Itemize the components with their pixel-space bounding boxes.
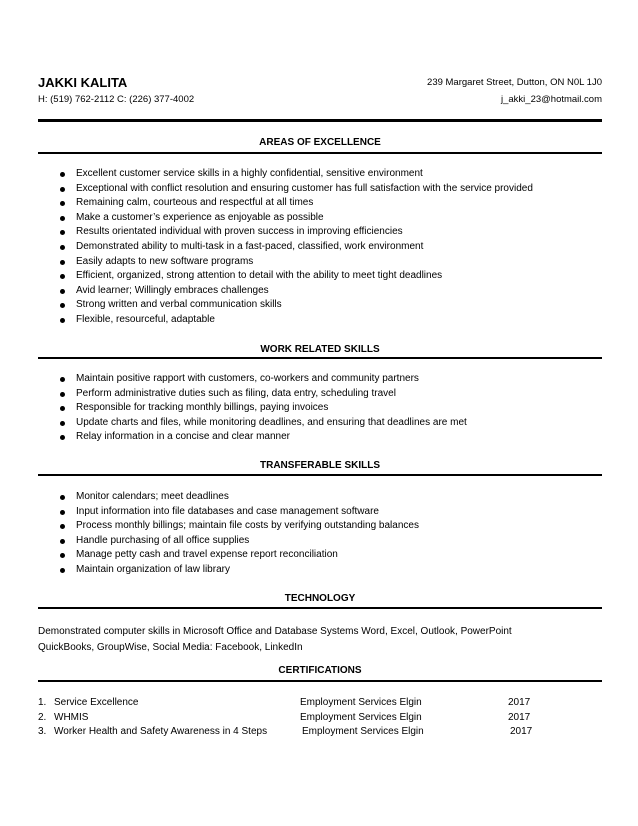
bullet-icon <box>60 230 65 235</box>
bullet-icon <box>60 568 65 573</box>
cert-number: 3. <box>38 726 47 737</box>
list-item: Strong written and verbal communication skills <box>0 298 533 313</box>
work-skills-list <box>0 372 467 445</box>
section-divider <box>38 680 602 682</box>
bullet-icon <box>60 303 65 308</box>
bullet-icon <box>60 216 65 221</box>
list-item: Easily adapts to new software programs <box>0 255 533 270</box>
section-divider <box>38 607 602 609</box>
technology-line: QuickBooks, GroupWise, Social Media: Facebook, LinkedIn <box>38 642 303 653</box>
cert-organization: Employment Services Elgin <box>300 697 422 708</box>
bullet-icon <box>60 260 65 265</box>
cert-number: 1. <box>38 697 47 708</box>
cert-year: 2017 <box>508 697 531 708</box>
bullet-icon <box>60 289 65 294</box>
bullet-icon <box>60 553 65 558</box>
section-title-technology: TECHNOLOGY <box>284 593 356 604</box>
bullet-icon <box>60 435 65 440</box>
certification-row <box>38 724 602 739</box>
cert-number: 2. <box>38 712 47 723</box>
list-item: Excellent customer service skills in a highly confidential, sensitive environment <box>0 167 533 182</box>
list-item: Maintain positive rapport with customers, co-workers and community partners <box>0 372 467 387</box>
list-item: Handle purchasing of all office supplies <box>0 534 419 549</box>
bullet-icon <box>60 421 65 426</box>
bullet-icon <box>60 172 65 177</box>
section-title-certifications: CERTIFICATIONS <box>278 665 362 676</box>
technology-line: Demonstrated computer skills in Microsoft Office and Database Systems Word, Excel, Outlook, PowerPoint <box>38 626 512 637</box>
bullet-icon <box>60 274 65 279</box>
bullet-icon <box>60 377 65 382</box>
list-item: Manage petty cash and travel expense report reconciliation <box>0 548 419 563</box>
cert-title: Worker Health and Safety Awareness in 4 Steps <box>54 726 268 737</box>
list-item: Flexible, resourceful, adaptable <box>0 313 533 328</box>
bullet-icon <box>60 524 65 529</box>
list-item: Efficient, organized, strong attention to detail with the ability to meet tight deadlines <box>0 269 533 284</box>
header-divider <box>38 119 602 122</box>
bullet-icon <box>60 495 65 500</box>
list-item: Exceptional with conflict resolution and ensuring customer has full satisfaction with the service provided <box>0 182 533 197</box>
section-title-transferable: TRANSFERABLE SKILLS <box>260 460 380 471</box>
cert-organization: Employment Services Elgin <box>300 712 422 723</box>
bullet-icon <box>60 510 65 515</box>
cert-year: 2017 <box>510 726 533 737</box>
section-divider <box>38 152 602 154</box>
bullet-icon <box>60 318 65 323</box>
bullet-icon <box>60 201 65 206</box>
list-item: Make a customer’s experience as enjoyable as possible <box>0 211 533 226</box>
certification-row <box>38 695 602 710</box>
cert-title: Service Excellence <box>54 697 139 708</box>
list-item: Monitor calendars; meet deadlines <box>0 490 419 505</box>
list-item: Perform administrative duties such as filing, data entry, scheduling travel <box>0 387 467 402</box>
cert-year: 2017 <box>508 712 531 723</box>
certification-row <box>38 710 602 725</box>
cert-title: WHMIS <box>54 712 89 723</box>
address: 239 Margaret Street, Dutton, ON N0L 1J0 <box>427 77 602 88</box>
technology-text <box>38 624 602 656</box>
list-item: Results orientated individual with proven success in improving efficiencies <box>0 225 533 240</box>
list-item: Update charts and files, while monitoring deadlines, and ensuring that deadlines are met <box>0 416 467 431</box>
transferable-skills-list <box>0 490 419 578</box>
bullet-icon <box>60 245 65 250</box>
section-divider <box>38 474 602 476</box>
list-item: Input information into file databases and case management software <box>0 505 419 520</box>
bullet-icon <box>60 539 65 544</box>
list-item: Process monthly billings; maintain file costs by verifying outstanding balances <box>0 519 419 534</box>
candidate-name: JAKKI KALITA <box>38 75 128 90</box>
list-item: Responsible for tracking monthly billings, paying invoices <box>0 401 467 416</box>
phone-numbers: H: (519) 762-2112 C: (226) 377-4002 <box>38 94 195 105</box>
email-address[interactable]: j_akki_23@hotmail.com <box>501 94 602 105</box>
list-item: Maintain organization of law library <box>0 563 419 578</box>
list-item: Remaining calm, courteous and respectful at all times <box>0 196 533 211</box>
bullet-icon <box>60 406 65 411</box>
excellence-list <box>0 167 533 328</box>
list-item: Relay information in a concise and clear manner <box>0 430 467 445</box>
section-divider <box>38 357 602 359</box>
section-title-work: WORK RELATED SKILLS <box>260 344 380 355</box>
bullet-icon <box>60 392 65 397</box>
cert-organization: Employment Services Elgin <box>302 726 424 737</box>
list-item: Demonstrated ability to multi-task in a fast-paced, classified, work environment <box>0 240 533 255</box>
section-title-excellence: AREAS OF EXCELLENCE <box>259 137 381 148</box>
list-item: Avid learner; Willingly embraces challenges <box>0 284 533 299</box>
bullet-icon <box>60 187 65 192</box>
